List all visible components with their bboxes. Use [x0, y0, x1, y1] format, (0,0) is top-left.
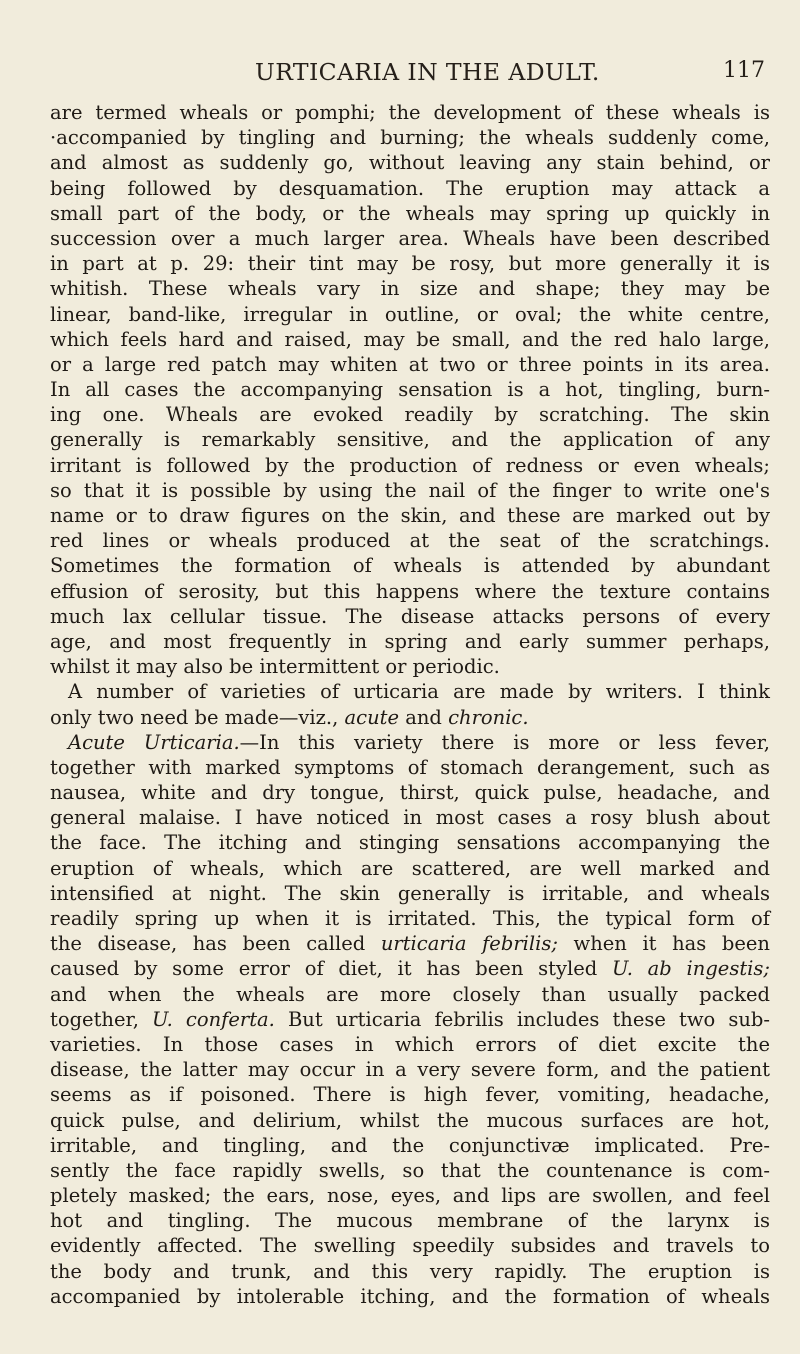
text-run: only two need be made—viz., [50, 705, 339, 729]
text-line [50, 956, 770, 981]
text-line: varieties. In those cases in which errors of diet excite the [50, 1032, 770, 1056]
running-title: URTICARIA IN THE ADULT. [255, 58, 600, 86]
text-line: and when the wheals are more closely than usually packed [50, 982, 770, 1006]
section-heading: Acute Urticaria. [68, 730, 240, 754]
text-line: intensified at night. The skin generally is irritable, and wheals [50, 881, 770, 905]
text-line: small part of the body, or the wheals may spring up quickly in [50, 201, 770, 225]
text-line: accompanied by intolerable itching, and the formation of wheals [50, 1284, 770, 1308]
text-line: hot and tingling. The mucous membrane of the larynx is [50, 1209, 770, 1233]
text-line: much lax cellular tissue. The disease attacks persons of every [50, 604, 770, 628]
text-line: together with marked symptoms of stomach derangement, such as [50, 755, 770, 779]
text-line: quick pulse, and delirium, whilst the mucous surfaces are hot, [50, 1108, 770, 1132]
text-run: when it has been [573, 932, 770, 956]
text-line [50, 730, 770, 755]
running-header [0, 58, 800, 88]
text-line [50, 1007, 770, 1032]
text-line: succession over a much larger area. Wheals have been described [50, 226, 770, 250]
text-line: evidently affected. The swelling speedily subsides and travels to [50, 1234, 770, 1258]
text-line: are termed wheals or pomphi; the development of these wheals is [50, 101, 770, 124]
text-run: together, [50, 1007, 139, 1031]
text-run: and [405, 705, 442, 729]
text-line: eruption of wheals, which are scattered, are well marked and [50, 856, 770, 880]
text-line: irritable, and tingling, and the conjunctivæ implicated. Pre- [50, 1133, 770, 1157]
text-line: which feels hard and raised, may be small, and the red halo large, [50, 327, 770, 351]
text-line [50, 931, 770, 956]
text-line: pletely masked; the ears, nose, eyes, and lips are swollen, and feel [50, 1184, 770, 1208]
text-line: effusion of serosity, but this happens where the texture contains [50, 579, 770, 603]
text-line: and almost as suddenly go, without leaving any stain behind, or [50, 151, 770, 175]
text-run: the disease, has been called [50, 932, 366, 956]
text-line [50, 705, 770, 730]
text-line: whilst it may also be intermittent or periodic. [50, 655, 500, 679]
italic-term: chronic. [448, 705, 529, 729]
text-line: In all cases the accompanying sensation is a hot, tingling, burn- [50, 378, 770, 402]
text-line: readily spring up when it is irritated. This, the typical form of [50, 907, 770, 930]
text-run: But urticaria febrilis includes these two sub- [287, 1007, 770, 1031]
body-text [50, 100, 770, 1309]
italic-term: acute [344, 705, 400, 729]
italic-term: U. conferta. [152, 1007, 275, 1031]
text-line: ing one. Wheals are evoked readily by scratching. The skin [50, 403, 770, 427]
text-run: caused by some error of diet, it has been styled [50, 957, 598, 981]
text-line: generally is remarkably sensitive, and the application of any [50, 428, 770, 452]
text-line: name or to draw figures on the skin, and these are marked out by [50, 504, 770, 527]
text-line: seems as if poisoned. There is high fever, vomiting, headache, [50, 1083, 770, 1107]
text-line: general malaise. I have noticed in most cases a rosy blush about [50, 806, 770, 830]
page-number: 117 [723, 58, 765, 83]
text-line: red lines or wheals produced at the seat of the scratchings. [50, 529, 770, 553]
text-run: —In this variety there is more or less fever, [239, 730, 770, 754]
text-line: linear, band-like, irregular in outline, or oval; the white centre, [50, 302, 770, 326]
text-line: Sometimes the formation of wheals is attended by abundant [50, 554, 770, 578]
text-line: age, and most frequently in spring and early summer perhaps, [50, 629, 770, 653]
text-line: so that it is possible by using the nail of the finger to write one's [50, 478, 770, 502]
text-line: the face. The itching and stinging sensations accompanying the [50, 831, 770, 855]
italic-term: U. ab ingestis; [612, 957, 770, 981]
text-line: or a large red patch may whiten at two or three points in its area. [50, 352, 770, 376]
text-line: in part at p. 29: their tint may be rosy, but more generally it is [50, 252, 770, 276]
text-line: sently the face rapidly swells, so that the countenance is com- [50, 1158, 770, 1182]
text-line: disease, the latter may occur in a very severe form, and the patient [50, 1058, 770, 1082]
text-line: being followed by desquamation. The eruption may attack a [50, 176, 770, 200]
text-line: A number of varieties of urticaria are made by writers. I think [68, 680, 770, 704]
text-line: ·accompanied by tingling and burning; the wheals suddenly come, [50, 126, 770, 150]
text-line: whitish. These wheals vary in size and shape; they may be [50, 277, 770, 301]
italic-term: urticaria febrilis; [380, 932, 558, 956]
text-line: nausea, white and dry tongue, thirst, quick pulse, headache, and [50, 781, 770, 805]
text-line: the body and trunk, and this very rapidly. The eruption is [50, 1259, 770, 1283]
text-line: irritant is followed by the production of redness or even wheals; [50, 453, 770, 477]
